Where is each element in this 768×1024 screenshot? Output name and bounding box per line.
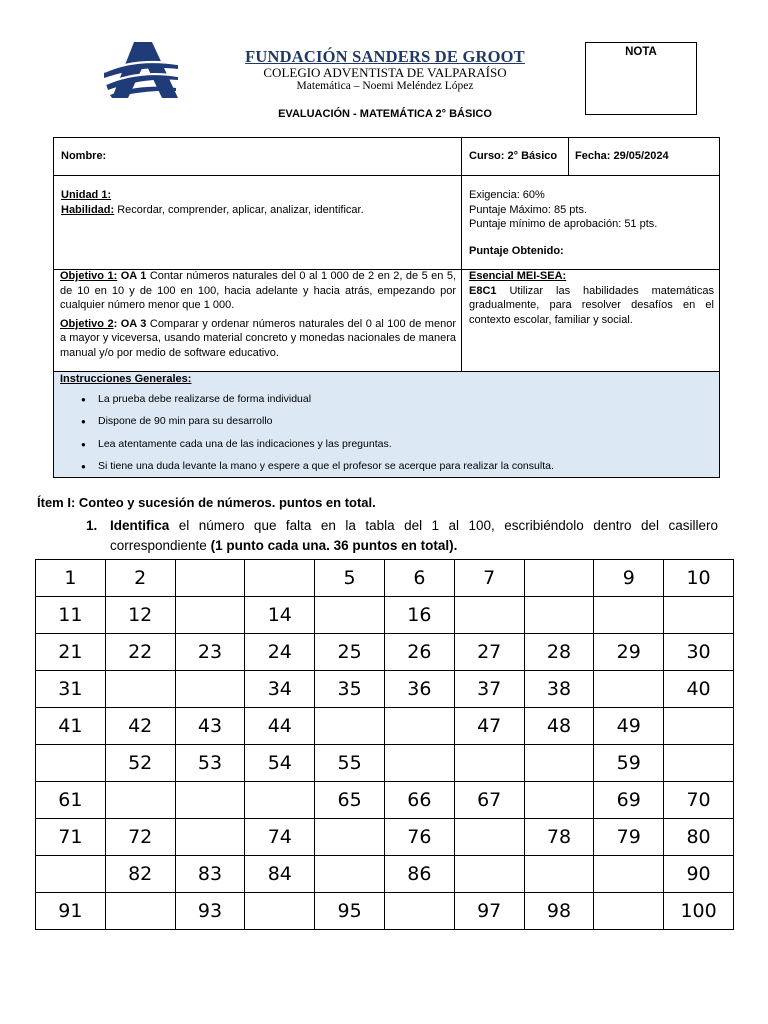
school-logo-icon (104, 42, 178, 98)
date-label: Fecha: 29/05/2024 (575, 150, 669, 162)
grid-cell-number: 25 (315, 634, 385, 671)
max-score: Puntaje Máximo: 85 pts. (469, 203, 588, 216)
grid-row (36, 745, 734, 782)
grid-cell-blank[interactable] (245, 893, 315, 930)
objective-1-text: Contar números naturales del 0 al 1 000 de 2 en 2, de 5 en 5, de 10 en 10 y de 100 en 100, hacia adelante y hacia atrás, empezando por cualquier número menor que 1 000. (60, 270, 457, 312)
grid-row (36, 634, 734, 671)
grid-cell-blank[interactable] (105, 671, 175, 708)
question-1 (86, 516, 718, 556)
objectives-block (60, 269, 456, 360)
grid-cell-number: 82 (105, 856, 175, 893)
objective-2-oa: : OA 3 (113, 317, 147, 330)
grid-row (36, 560, 734, 597)
grid-row (36, 819, 734, 856)
grid-row (36, 708, 734, 745)
grid-cell-number: 37 (454, 671, 524, 708)
grid-cell-blank[interactable] (594, 597, 664, 634)
grid-cell-number: 48 (524, 708, 594, 745)
institution-name: FUNDACIÓN SANDERS DE GROOT (245, 47, 525, 66)
grid-cell-number: 98 (524, 893, 594, 930)
grid-cell-number: 38 (524, 671, 594, 708)
instruction-item: ● Lea atentamente cada una de las indicaciones y las preguntas. (60, 438, 710, 461)
grid-cell-blank[interactable] (105, 782, 175, 819)
instructions-block (60, 372, 710, 483)
grid-cell-number: 7 (454, 560, 524, 597)
grid-cell-blank[interactable] (594, 671, 664, 708)
instruction-item: ● Si tiene una duda levante la mano y espere a que el profesor se acerque para realizar la consulta. (60, 460, 710, 483)
grid-cell-number: 90 (664, 856, 734, 893)
essential-block (469, 269, 714, 327)
grid-cell-blank[interactable] (664, 597, 734, 634)
skill-label: Habilidad: (61, 203, 115, 216)
question-1-points: (1 punto cada una. 36 puntos en total). (210, 538, 458, 553)
grid-cell-number: 28 (524, 634, 594, 671)
grid-cell-number: 54 (245, 745, 315, 782)
grid-cell-blank[interactable] (315, 856, 385, 893)
grid-cell-number: 71 (36, 819, 106, 856)
grid-cell-blank[interactable] (36, 856, 106, 893)
grid-cell-number: 93 (175, 893, 245, 930)
grid-cell-number: 44 (245, 708, 315, 745)
grid-cell-number: 10 (664, 560, 734, 597)
grid-cell-blank[interactable] (245, 782, 315, 819)
grid-cell-number: 95 (315, 893, 385, 930)
grid-cell-blank[interactable] (315, 597, 385, 634)
grid-cell-number: 26 (384, 634, 454, 671)
school-name: COLEGIO ADVENTISTA DE VALPARAÍSO (263, 65, 507, 81)
grid-cell-number: 30 (664, 634, 734, 671)
institution-header (220, 48, 550, 92)
grid-cell-number: 78 (524, 819, 594, 856)
grid-cell-number: 100 (664, 893, 734, 930)
grid-cell-blank[interactable] (105, 893, 175, 930)
instruction-item: ● La prueba debe realizarse de forma individual (60, 393, 710, 416)
grid-cell-number: 97 (454, 893, 524, 930)
evaluation-title: EVALUACIÓN - MATEMÁTICA 2° BÁSICO (278, 108, 492, 120)
grid-cell-blank[interactable] (524, 745, 594, 782)
grid-cell-number: 27 (454, 634, 524, 671)
item-1-title: Ítem I: Conteo y sucesión de números. puntos en total. (37, 495, 376, 510)
grid-cell-number: 76 (384, 819, 454, 856)
obtained-score-label: Puntaje Obtenido: (469, 244, 564, 257)
requirement: Exigencia: 60% (469, 189, 545, 201)
instructions-label: Instrucciones Generales: (60, 373, 192, 385)
teacher-name: Matemática – Noemi Meléndez López (296, 79, 474, 92)
grid-cell-number: 29 (594, 634, 664, 671)
grid-cell-blank[interactable] (175, 560, 245, 597)
grid-cell-number: 43 (175, 708, 245, 745)
course-label: Curso: 2° Básico (469, 150, 558, 162)
grid-row (36, 893, 734, 930)
essential-code: E8C1 (469, 284, 497, 297)
grid-row (36, 782, 734, 819)
grid-cell-number: 74 (245, 819, 315, 856)
grid-cell-blank[interactable] (524, 560, 594, 597)
grid-cell-blank[interactable] (664, 745, 734, 782)
grid-cell-number: 47 (454, 708, 524, 745)
grid-cell-number: 6 (384, 560, 454, 597)
grid-cell-number: 35 (315, 671, 385, 708)
grid-cell-number: 16 (384, 597, 454, 634)
grid-cell-number: 21 (36, 634, 106, 671)
essential-label: Esencial MEI-SEA: (469, 270, 567, 282)
grid-cell-number: 84 (245, 856, 315, 893)
grid-cell-blank[interactable] (384, 708, 454, 745)
grid-cell-number: 23 (175, 634, 245, 671)
grid-cell-number: 83 (175, 856, 245, 893)
grid-cell-number: 59 (594, 745, 664, 782)
grid-cell-number: 53 (175, 745, 245, 782)
grid-cell-number: 49 (594, 708, 664, 745)
grid-cell-number: 91 (36, 893, 106, 930)
grid-cell-number: 11 (36, 597, 106, 634)
instructions-list (60, 393, 710, 483)
grid-cell-blank[interactable] (524, 856, 594, 893)
objective-2-text: Comparar y ordenar números naturales del 0 al 100 de menor a mayor y viceversa, usando material concreto y monedas nacionales de manera manual y/o por medio de software educativo. (60, 317, 456, 359)
score-block (469, 188, 714, 258)
grid-cell-blank[interactable] (175, 671, 245, 708)
grid-cell-number: 12 (105, 597, 175, 634)
grid-cell-number: 34 (245, 671, 315, 708)
grid-cell-number: 5 (315, 560, 385, 597)
grid-cell-number: 31 (36, 671, 106, 708)
grid-cell-number: 55 (315, 745, 385, 782)
grid-row (36, 671, 734, 708)
grid-cell-number: 86 (384, 856, 454, 893)
objective-1-oa: OA 1 (117, 270, 147, 282)
grid-cell-blank[interactable] (454, 597, 524, 634)
question-1-text: el número que falta en la tabla del 1 al 100, escribiéndolo dentro del casillero correspondiente (110, 518, 718, 553)
grid-cell-blank[interactable] (384, 893, 454, 930)
grid-cell-blank[interactable] (315, 819, 385, 856)
grid-cell-blank[interactable] (245, 560, 315, 597)
grid-cell-number: 40 (664, 671, 734, 708)
grid-cell-blank[interactable] (454, 745, 524, 782)
grid-cell-blank[interactable] (594, 893, 664, 930)
grid-cell-number: 2 (105, 560, 175, 597)
grid-cell-blank[interactable] (175, 819, 245, 856)
min-score: Puntaje mínimo de aprobación: 51 pts. (469, 218, 658, 231)
grid-cell-blank[interactable] (664, 708, 734, 745)
name-field-label[interactable]: Nombre: (61, 150, 107, 162)
grid-cell-number: 67 (454, 782, 524, 819)
grid-cell-blank[interactable] (175, 782, 245, 819)
grid-cell-number: 61 (36, 782, 106, 819)
grid-cell-blank[interactable] (454, 856, 524, 893)
question-1-number: 1. (86, 518, 98, 533)
grid-cell-blank[interactable] (594, 856, 664, 893)
grid-cell-number: 69 (594, 782, 664, 819)
objective-1-label: Objetivo 1: (60, 270, 118, 282)
grid-cell-number: 36 (384, 671, 454, 708)
grid-cell-number: 1 (36, 560, 106, 597)
unit-block (61, 188, 456, 217)
skill-text: Recordar, comprender, aplicar, analizar, identificar. (114, 203, 364, 216)
grid-cell-number: 9 (594, 560, 664, 597)
question-1-verb: Identifica (110, 518, 170, 533)
grid-cell-number: 66 (384, 782, 454, 819)
grid-cell-blank[interactable] (384, 745, 454, 782)
instruction-item: ● Dispone de 90 min para su desarrollo (60, 415, 710, 438)
grid-cell-number: 24 (245, 634, 315, 671)
grid-row (36, 597, 734, 634)
grade-box-label: NOTA (625, 46, 657, 58)
grid-cell-number: 14 (245, 597, 315, 634)
grid-cell-blank[interactable] (175, 597, 245, 634)
essential-text: Utilizar las habilidades matemáticas gradualmente, para resolver desafíos en el contexto escolar, familiar y social. (469, 284, 714, 326)
grid-row (36, 856, 734, 893)
grid-cell-blank[interactable] (524, 597, 594, 634)
grid-cell-number: 65 (315, 782, 385, 819)
grid-cell-blank[interactable] (524, 782, 594, 819)
grid-cell-number: 80 (664, 819, 734, 856)
grid-cell-number: 70 (664, 782, 734, 819)
grid-cell-number: 41 (36, 708, 106, 745)
grid-cell-blank[interactable] (36, 745, 106, 782)
grid-cell-number: 52 (105, 745, 175, 782)
grid-cell-blank[interactable] (315, 708, 385, 745)
info-table (53, 137, 720, 478)
grid-cell-number: 42 (105, 708, 175, 745)
unit-label: Unidad 1: (61, 189, 112, 201)
objective-2-label: Objetivo 2 (60, 317, 114, 330)
grid-cell-number: 72 (105, 819, 175, 856)
grid-cell-number: 79 (594, 819, 664, 856)
grade-box[interactable] (585, 42, 697, 115)
grid-cell-blank[interactable] (454, 819, 524, 856)
hundred-chart-grid (35, 559, 734, 930)
grid-cell-number: 22 (105, 634, 175, 671)
